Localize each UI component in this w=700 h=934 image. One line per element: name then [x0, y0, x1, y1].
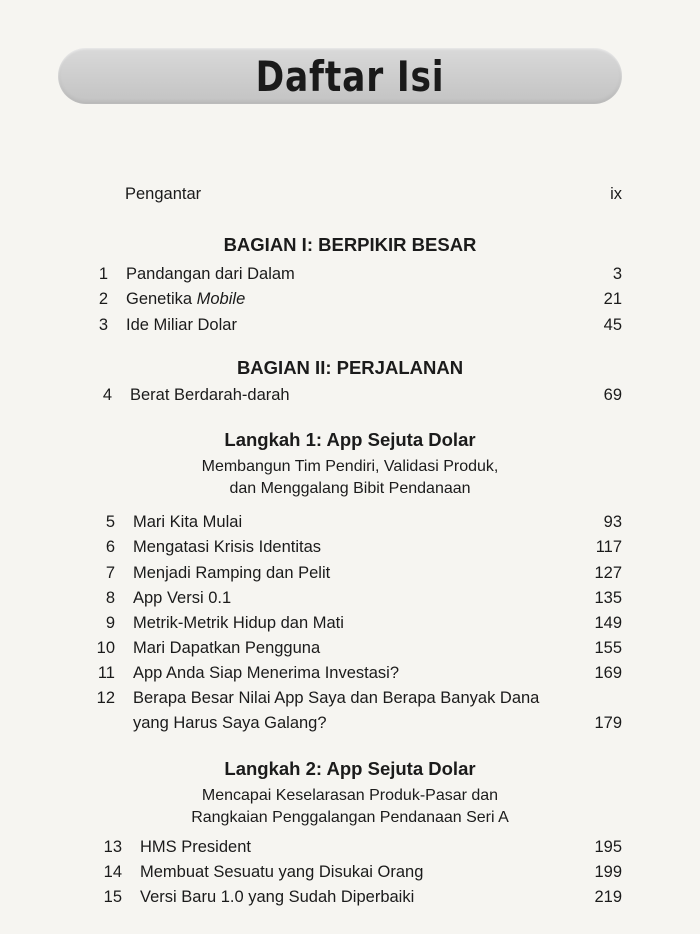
- entry-page: 219: [594, 888, 622, 906]
- entry-number: 1: [98, 265, 108, 283]
- entry-title: Ide Miliar Dolar: [126, 316, 237, 334]
- entry-page: 127: [594, 564, 622, 582]
- entry-page: 195: [594, 838, 622, 856]
- entry-page: 169: [594, 664, 622, 682]
- entry-page: 179: [594, 714, 622, 732]
- entry-title: Pengantar: [125, 185, 202, 203]
- entry-page: 21: [603, 290, 622, 308]
- step-subtitle: Mencapai Keselarasan Produk-Pasar dan: [201, 787, 499, 804]
- entry-page: 117: [595, 538, 622, 556]
- entry-title: Membuat Sesuatu yang Disukai Orang: [140, 863, 424, 881]
- part-heading: BAGIAN I: BERPIKIR BESAR: [223, 234, 477, 255]
- entry-number: 14: [103, 863, 122, 881]
- entry-title-plain: Genetika: [126, 290, 193, 308]
- entry-number: 3: [98, 316, 108, 334]
- page-title: Daftar Isi: [255, 52, 445, 101]
- entry-title: HMS President: [140, 838, 251, 856]
- step-subtitle: Membangun Tim Pendiri, Validasi Produk,: [201, 458, 499, 475]
- entry-page: 3: [612, 265, 622, 283]
- entry-number: 8: [105, 589, 115, 607]
- entry-title: [126, 289, 245, 309]
- entry-page: 45: [603, 316, 622, 334]
- entry-title: App Anda Siap Menerima Investasi?: [133, 664, 399, 682]
- entry-title: Mari Kita Mulai: [133, 513, 243, 531]
- step-heading: Langkah 2: App Sejuta Dolar: [224, 758, 476, 779]
- entry-title-italic: Mobile: [196, 290, 246, 308]
- entry-number: 5: [105, 513, 115, 531]
- entry-page: 199: [594, 863, 622, 881]
- entry-number: 4: [102, 386, 112, 404]
- entry-page: ix: [610, 185, 622, 203]
- entry-title: Menjadi Ramping dan Pelit: [133, 564, 331, 582]
- entry-title: Metrik-Metrik Hidup dan Mati: [133, 614, 344, 632]
- part-heading: BAGIAN II: PERJALANAN: [236, 357, 464, 378]
- step-heading: Langkah 1: App Sejuta Dolar: [224, 429, 476, 450]
- entry-number: 11: [97, 664, 115, 682]
- entry-number: 2: [98, 290, 108, 308]
- entry-number: 6: [105, 538, 115, 556]
- entry-title: Pandangan dari Dalam: [126, 265, 295, 283]
- entry-page: 155: [594, 639, 622, 657]
- entry-number: 13: [103, 838, 122, 856]
- step-subtitle: dan Menggalang Bibit Pendanaan: [229, 480, 471, 497]
- entry-title: Mengatasi Krisis Identitas: [133, 538, 322, 556]
- step-subtitle: Rangkaian Penggalangan Pendanaan Seri A: [191, 809, 509, 826]
- entry-title: Berat Berdarah-darah: [130, 386, 290, 404]
- entry-page: 69: [603, 386, 622, 404]
- entry-title: App Versi 0.1: [133, 589, 232, 607]
- entry-number: 9: [105, 614, 115, 632]
- entry-title: Mari Dapatkan Pengguna: [133, 639, 321, 657]
- entry-title-line2: yang Harus Saya Galang?: [133, 714, 327, 732]
- entry-number: 15: [103, 888, 122, 906]
- entry-number: 10: [96, 639, 115, 657]
- entry-number: 7: [105, 564, 115, 582]
- entry-title: Berapa Besar Nilai App Saya dan Berapa Banyak Dana: [133, 689, 540, 707]
- entry-title: Versi Baru 1.0 yang Sudah Diperbaiki: [140, 888, 415, 906]
- entry-number: 12: [96, 689, 115, 707]
- entry-page: 93: [603, 513, 622, 531]
- entry-page: 149: [594, 614, 622, 632]
- entry-page: 135: [594, 589, 622, 607]
